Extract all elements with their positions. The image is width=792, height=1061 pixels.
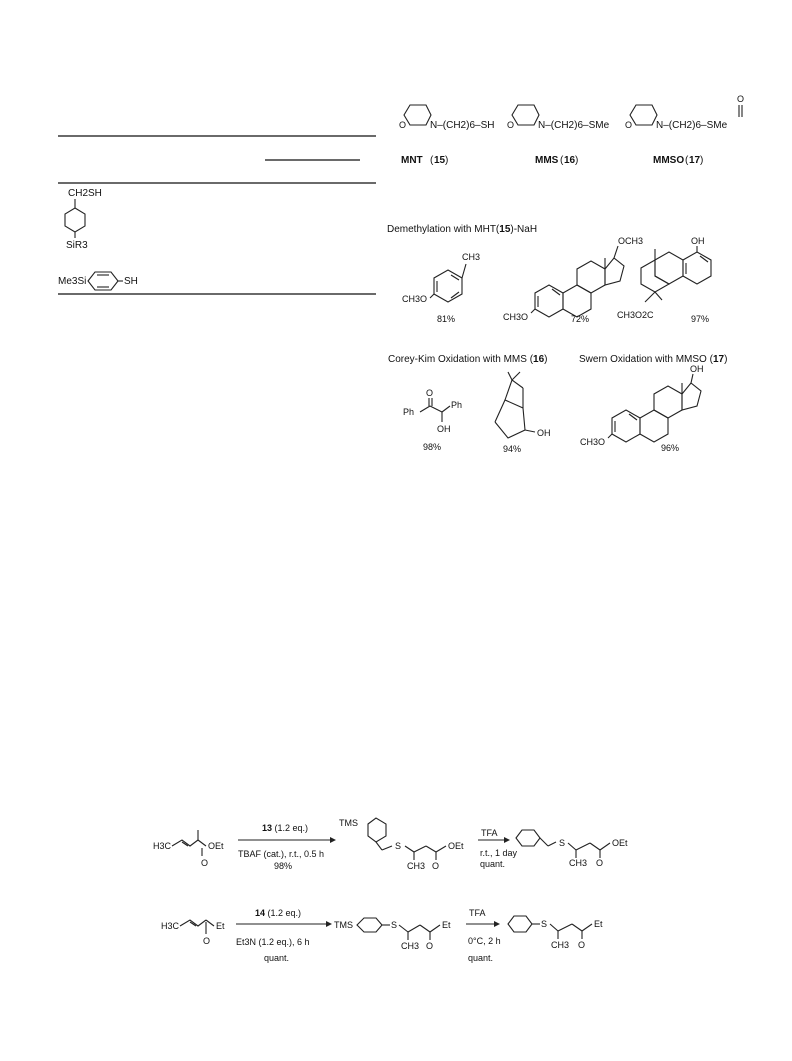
svg-text:S: S <box>395 841 402 851</box>
svg-text:CH3O2C: CH3O2C <box>617 310 654 320</box>
svg-text:S: S <box>391 920 398 930</box>
svg-text:OEt: OEt <box>208 841 224 851</box>
demethylation-title: Demethylation with MHT(15)-NaH <box>387 224 538 235</box>
svg-text:TFA: TFA <box>481 828 498 838</box>
svg-text:(: ( <box>430 155 434 166</box>
mnt-name: MNT <box>401 155 423 166</box>
svg-text:O: O <box>203 936 211 946</box>
svg-text:OH: OH <box>437 424 451 434</box>
tms-thiophenol-structure <box>58 272 138 290</box>
demethylation-section <box>387 224 711 324</box>
reagent-mnt <box>399 105 494 166</box>
svg-text:CH3O: CH3O <box>402 294 428 304</box>
svg-text:O: O <box>625 120 633 130</box>
corey-kim-title: Corey-Kim Oxidation with MMS (16) <box>388 354 548 365</box>
mms-chain: N–(CH2)6–SMe <box>538 120 610 131</box>
svg-text:quant.: quant. <box>468 953 494 963</box>
yield-81: 81% <box>437 314 456 324</box>
svg-text:O: O <box>596 858 604 868</box>
yield-94: 94% <box>503 444 522 454</box>
r2-reagent: 14 (1.2 eq.) <box>255 908 302 918</box>
yield-97: 97% <box>691 314 710 324</box>
svg-text:H3C: H3C <box>153 841 172 851</box>
reagent-mmso <box>625 94 744 166</box>
mms-number: 16 <box>564 155 576 166</box>
me3si-label: Me3Si <box>58 276 87 287</box>
mmso-name: MMSO <box>653 155 685 166</box>
reagent-mms <box>507 105 610 166</box>
svg-text:TFA: TFA <box>469 908 486 918</box>
svg-text:quant.: quant. <box>480 859 506 869</box>
mms-name: MMS <box>535 155 559 166</box>
swern-title: Swern Oxidation with MMSO (17) <box>579 354 728 365</box>
svg-text:Et: Et <box>594 919 603 929</box>
svg-text:Et3N (1.2 eq.), 6 h: Et3N (1.2 eq.), 6 h <box>236 937 310 947</box>
mnt-number: 15 <box>434 155 446 166</box>
product-borneol <box>495 372 551 454</box>
svg-text:O: O <box>399 120 407 130</box>
svg-text:CH3: CH3 <box>569 858 588 868</box>
svg-text:O: O <box>426 388 434 398</box>
svg-text:OEt: OEt <box>612 838 628 848</box>
svg-text:): ) <box>700 155 704 166</box>
svg-text:CH3: CH3 <box>462 252 481 262</box>
mmso-chain: N–(CH2)6–SMe <box>656 120 728 131</box>
product-estradiol-ether <box>580 364 704 453</box>
svg-text:0°C, 2 h: 0°C, 2 h <box>468 936 501 946</box>
svg-text:TMS: TMS <box>339 818 358 828</box>
svg-text:(: ( <box>560 155 564 166</box>
swern-section <box>579 354 727 453</box>
product-benzoin <box>403 388 462 452</box>
svg-text:): ) <box>575 155 579 166</box>
svg-text:r.t., 1 day: r.t., 1 day <box>480 848 518 858</box>
svg-text:CH3O: CH3O <box>503 312 529 322</box>
svg-text:O: O <box>507 120 515 130</box>
svg-text:O: O <box>426 941 434 951</box>
scheme-reaction-1 <box>153 818 628 871</box>
svg-text:OCH3: OCH3 <box>618 236 644 246</box>
mnt-chain: N–(CH2)6–SH <box>430 120 495 131</box>
svg-text:TBAF (cat.), r.t., 0.5 h: TBAF (cat.), r.t., 0.5 h <box>238 849 325 859</box>
svg-text:OEt: OEt <box>448 841 464 851</box>
svg-text:O: O <box>432 861 440 871</box>
ch2sh-label: CH2SH <box>68 188 102 199</box>
svg-text:Ph: Ph <box>403 407 415 417</box>
scheme-reaction-2 <box>161 908 603 963</box>
svg-text:S: S <box>559 838 566 848</box>
svg-text:OH: OH <box>537 428 551 438</box>
sh-label: SH <box>124 276 138 287</box>
svg-text:O: O <box>578 940 586 950</box>
svg-text:OH: OH <box>690 364 704 374</box>
svg-text:): ) <box>445 155 449 166</box>
svg-text:Ph: Ph <box>451 400 463 410</box>
svg-text:H3C: H3C <box>161 921 180 931</box>
benzyl-thiol-structure <box>65 188 102 251</box>
svg-text:S: S <box>541 919 548 929</box>
svg-text:Et: Et <box>216 921 225 931</box>
svg-text:OH: OH <box>691 236 705 246</box>
product-methylanisole <box>402 252 480 324</box>
svg-text:O: O <box>201 858 209 868</box>
svg-text:CH3: CH3 <box>551 940 570 950</box>
thiol-table <box>58 136 376 294</box>
corey-kim-section <box>388 354 551 454</box>
mmso-number: 17 <box>689 155 701 166</box>
svg-text:CH3: CH3 <box>407 861 426 871</box>
svg-text:quant.: quant. <box>264 953 290 963</box>
svg-text:CH3: CH3 <box>401 941 420 951</box>
svg-text:(: ( <box>685 155 689 166</box>
mmso-oxo: O <box>737 94 745 104</box>
yield-96: 96% <box>661 443 680 453</box>
r1-reagent: 13 (1.2 eq.) <box>262 823 309 833</box>
sir3-label: SiR3 <box>66 240 88 251</box>
svg-text:TMS: TMS <box>334 920 353 930</box>
svg-text:CH3O: CH3O <box>580 437 606 447</box>
product-podocarpic-ester <box>617 236 711 324</box>
yield-98: 98% <box>423 442 442 452</box>
svg-text:Et: Et <box>442 920 451 930</box>
svg-text:98%: 98% <box>274 861 293 871</box>
yield-72: 72% <box>571 314 590 324</box>
